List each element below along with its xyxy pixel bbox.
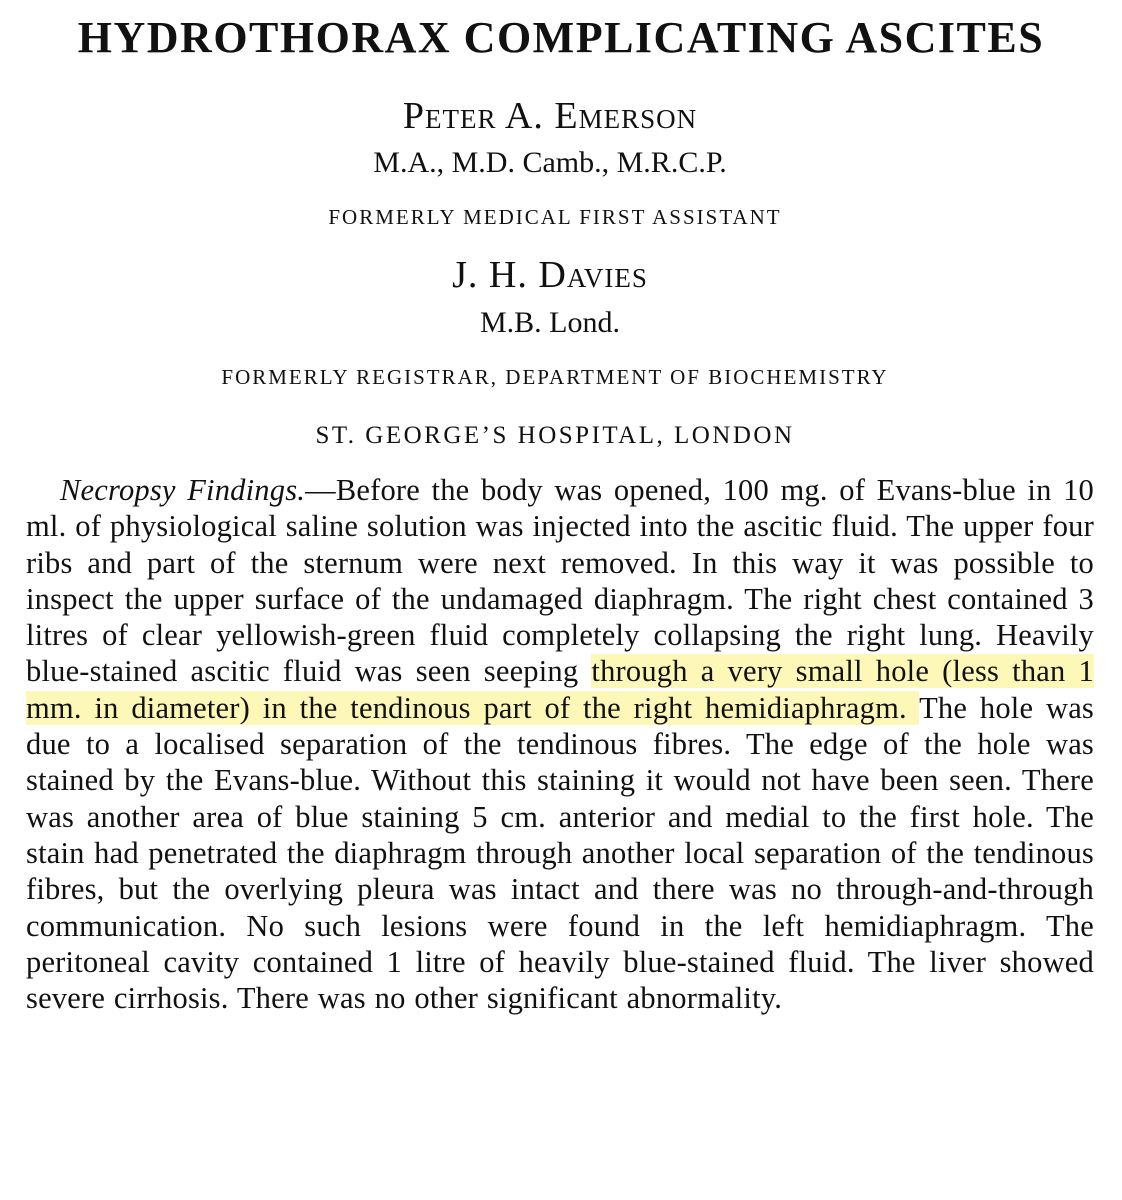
author-name-davies: J. H. Davies [452, 254, 648, 296]
body-paragraph [26, 472, 1094, 1016]
body-text-before-highlight: Before the body was opened, 100 mg. of Evans-blue in 10 ml. of physiological saline solution was injected into the ascitic fluid. The upper four ribs and part of the sternum were next removed. In this way it was possible to inspect the upper surface of the undamaged diaphragm. The right chest contained 3 litres of clear yellowish-green fluid completely collapsing the right lung. Heavily blue-stained ascitic fluid was seen seeping [26, 473, 1094, 689]
heading-dash: — [305, 473, 336, 507]
highlighted-text: through a very small hole (less than 1 mm. in diameter) in the tendinous part of the right hemidiaphragm. [26, 654, 1094, 725]
author-role-davies: FORMERLY REGISTRAR, DEPARTMENT OF BIOCHEMISTRY [221, 365, 889, 389]
author-name-emerson: Peter A. Emerson [402, 95, 698, 137]
author-degrees-davies: M.B. Lond. [479, 306, 620, 339]
article-title: HYDROTHORAX COMPLICATING ASCITES [77, 13, 1045, 62]
author-degrees-emerson: M.A., M.D. Camb., M.R.C.P. [373, 146, 727, 179]
author-role-emerson: FORMERLY MEDICAL FIRST ASSISTANT [328, 205, 782, 229]
institution: ST. GEORGE’S HOSPITAL, LONDON [315, 422, 795, 449]
section-heading: Necropsy Findings. [60, 473, 306, 507]
body-text-after-highlight: The hole was due to a localised separation of the tendinous fibres. The edge of the hole was stained by the Evans-blue. Without this staining it would not have been seen. There was another area of blue staining 5 cm. anterior and medial to the first hole. The stain had penetrated the diaphragm through another local separation of the tendinous fibres, but the overlying pleura was intact and there was no through-and-through communication. No such lesions were found in the left hemidiaphragm. The peritoneal cavity contained 1 litre of heavily blue-stained fluid. The liver showed severe cirrhosis. There was no other significant abnormality. [26, 690, 1094, 1016]
